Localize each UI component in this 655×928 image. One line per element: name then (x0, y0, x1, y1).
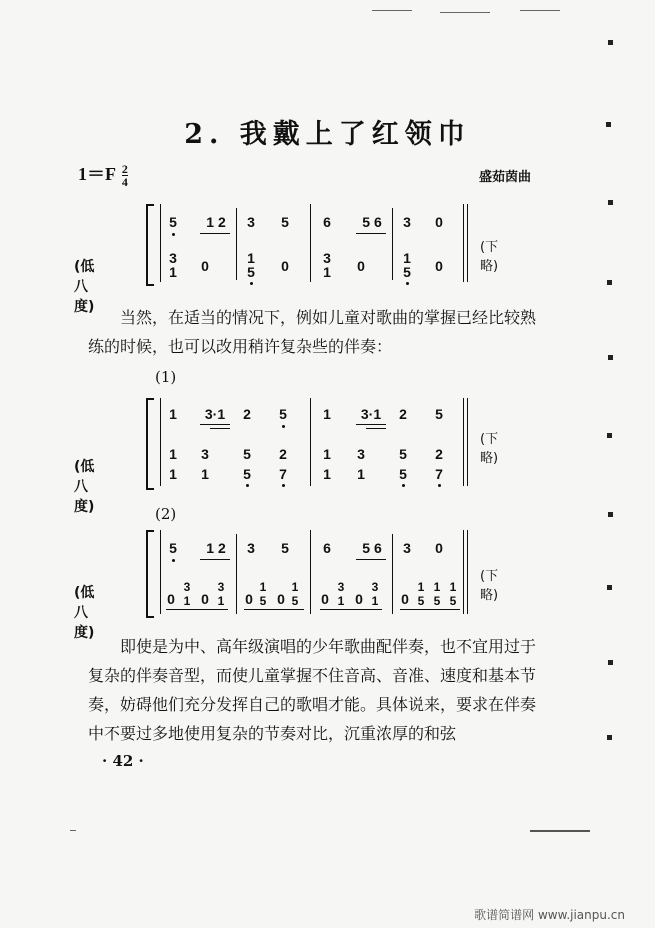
note: 3 (357, 446, 365, 462)
margin-mark (608, 40, 613, 45)
low-octave-label: (低八度) (74, 459, 95, 515)
omitted-label: (下略) (480, 432, 499, 466)
low-octave-label: (低八度) (74, 259, 95, 315)
note: 5 (435, 406, 443, 422)
top-rule (372, 10, 412, 11)
staff-line (160, 530, 161, 614)
barline (310, 530, 311, 614)
beam (356, 233, 386, 234)
variant-label-1: (1) (155, 368, 177, 386)
note: 1 (169, 466, 177, 482)
note: 3·1 (204, 406, 226, 422)
page-title: 2. 我戴上了红领巾 (184, 119, 471, 150)
watermark: 歌谱简谱网 www.jianpu.cn (474, 908, 625, 922)
time-signature (122, 163, 128, 188)
note: 3 (247, 540, 255, 556)
time-top: 2 (121, 162, 128, 177)
note: 2 (243, 406, 251, 422)
composer: 盛茹茵曲 (478, 170, 531, 185)
barline (392, 208, 393, 280)
note: 5 (243, 466, 251, 482)
note: 3·1 (360, 406, 382, 422)
system-bracket (146, 530, 154, 618)
note: 1 2 (206, 214, 226, 230)
end-barline (463, 204, 468, 282)
system-bracket (146, 204, 154, 286)
note: 7 (279, 466, 287, 482)
margin-mark (608, 660, 613, 665)
note: 3 (201, 446, 209, 462)
note: 1 (169, 406, 177, 422)
note: 5 (279, 406, 287, 422)
note: 1 (323, 466, 331, 482)
note: 2 (279, 446, 287, 462)
top-rule (440, 12, 490, 13)
low-octave-label: (低八度) (74, 585, 95, 641)
paragraph-2: 即使是为中、高年级演唱的少年歌曲配伴奏，也不宜用过于复杂的伴奏音型，而使儿童掌握不住音高、音准、速度和基本节奏，妨碍他们充分发挥自己的歌唱才能。具体说来，要求在伴奏中不要过多地使用复杂的节奏对比，沉重浓厚的和弦 (88, 637, 537, 743)
note: 5 6 (362, 540, 382, 556)
key-signature (78, 160, 128, 188)
end-barline (463, 530, 468, 614)
staff-line (160, 398, 161, 486)
note: 6 (323, 540, 331, 556)
page-number: · 42 · (102, 752, 144, 770)
barline (310, 204, 311, 282)
system-bracket (146, 398, 154, 490)
time-bottom: 4 (121, 175, 128, 190)
top-rule (520, 10, 560, 11)
note: 1 2 (206, 540, 226, 556)
barline (392, 534, 393, 614)
margin-mark (607, 280, 612, 285)
note: 0 (435, 214, 443, 230)
margin-mark (608, 200, 613, 205)
note: 5 (399, 446, 407, 462)
note: 3 (247, 214, 255, 230)
note: 1 (357, 466, 365, 482)
barline (310, 398, 311, 486)
note: 1 (323, 446, 331, 462)
note: 7 (435, 466, 443, 482)
key-prefix: 1＝F (78, 164, 116, 184)
margin-mark (607, 433, 612, 438)
barline (236, 208, 237, 280)
variant-label-2: (2) (155, 505, 177, 523)
note: 0 (435, 540, 443, 556)
note: 5 (399, 466, 407, 482)
note: 3 (403, 540, 411, 556)
omitted-label: (下略) (480, 569, 499, 603)
bottom-rule (530, 830, 590, 832)
note: 2 (435, 446, 443, 462)
note: 5 (281, 214, 289, 230)
note: 6 (323, 214, 331, 230)
note: 5 6 (362, 214, 382, 230)
margin-mark (608, 512, 613, 517)
note: 3 (403, 214, 411, 230)
low-octave-dot (172, 233, 175, 236)
note: 1 (169, 446, 177, 462)
end-barline (463, 398, 468, 486)
margin-mark (607, 735, 612, 740)
margin-mark (608, 355, 613, 360)
paragraph-1: 当然，在适当的情况下，例如儿童对歌曲的掌握已经比较熟练的时候，也可以改用稍许复杂些的伴奏： (88, 308, 537, 356)
note: 1 (201, 466, 209, 482)
note: 5 (169, 540, 177, 556)
margin-mark (607, 585, 612, 590)
note: 5 (281, 540, 289, 556)
beam (200, 233, 230, 234)
note: 2 (399, 406, 407, 422)
note: 5 (243, 446, 251, 462)
bottom-rule (70, 830, 76, 831)
barline (236, 534, 237, 614)
staff-line (160, 204, 161, 282)
note: 5 (169, 214, 177, 230)
note: 1 (323, 406, 331, 422)
omitted-label: (下略) (480, 240, 499, 274)
